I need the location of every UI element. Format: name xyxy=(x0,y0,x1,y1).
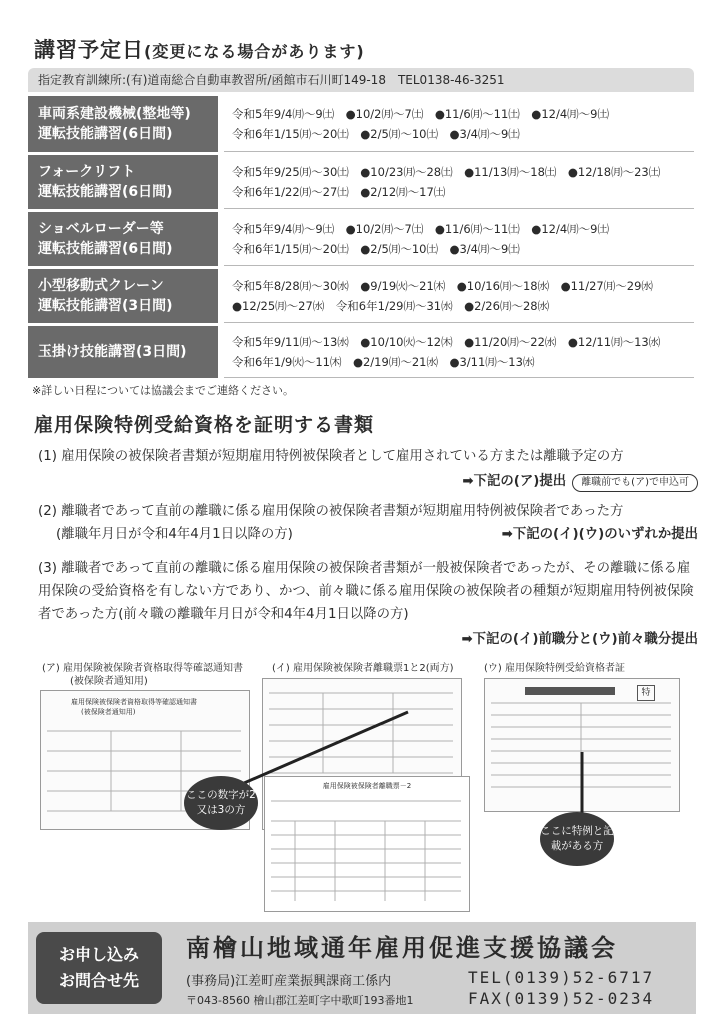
date-line: 令和6年1/9㈫～11㈭ ●2/19㈪～21㈬ ●3/11㈪～13㈬ xyxy=(232,354,535,369)
date-line: 令和6年1/15㈪～20㈯ ●2/5㈪～10㈯ ●3/4㈪～9㈯ xyxy=(232,126,520,141)
proof-result-3: ➡下記の(イ)前職分と(ウ)前々職分提出 xyxy=(461,632,698,647)
date-line: ●12/25㈪～27㈬ 令和6年1/29㈪～31㈬ ●2/26㈪～28㈬ xyxy=(232,298,550,313)
phone-number: TEL(0139)52-6717 xyxy=(468,968,655,987)
course-name-line: 運転技能講習(6日間) xyxy=(38,184,173,200)
proof-item-1: (1) 雇用保険の被保険者書類が短期雇用特例被保険者として雇用されている方または離職予定の方 xyxy=(38,449,624,464)
course-name-line: 運転技能講習(3日間) xyxy=(38,298,173,314)
date-line: 令和5年9/11㈪～13㈬ ●10/10㈫～12㈭ ●11/20㈪～22㈬ ●12/11㈪～13㈬ xyxy=(232,334,661,349)
date-line: 令和6年1/15㈪～20㈯ ●2/5㈪～10㈯ ●3/4㈪～9㈯ xyxy=(232,241,520,256)
apply-label: お申し込み xyxy=(58,945,139,964)
apply-contact-box xyxy=(36,932,162,1004)
proof-item-2: (2) 離職者であって直前の離職に係る雇用保険の被保険者書類が短期雇用特例被保険者であった方 xyxy=(38,504,624,519)
callout-bubble-number: ここの数字が2又は3の方 xyxy=(184,776,258,830)
date-line: 令和5年9/25㈪～30㈯ ●10/23㈪～28㈯ ●11/13㈪～18㈯ ●12/18㈪～23㈯ xyxy=(232,164,661,179)
form-a-doc-sub: (被保険者通知用) xyxy=(81,708,136,716)
proof-item-3: (3) 離職者であって直前の離職に係る雇用保険の被保険者書類が一般被保険者であったが、その離職に係る雇用保険の受給資格を有しない方であり、かつ、前々職に係る雇用保険の被保険者の種類が短期雇用特例被保険者であった方(前々職の離職年月日が令和4年4月1日以降の方) xyxy=(38,561,694,622)
form-u-label: (ウ) xyxy=(484,663,502,674)
course-name-line: フォークリフト xyxy=(38,164,136,180)
course-name-line: ショベルローダー等 xyxy=(38,221,164,237)
course-name-line: 玉掛け技能講習(3日間) xyxy=(38,344,187,360)
schedule-title-text: 講習予定日 xyxy=(34,38,144,62)
pre-departure-badge: 離職前でも(ア)で申込可 xyxy=(572,474,698,492)
callout-bubble-special: ここに特例と記載がある方 xyxy=(540,812,614,866)
result-text: ➡下記の(ア)提出 xyxy=(462,474,567,489)
date-line: 令和5年8/28㈪～30㈬ ●9/19㈫～21㈭ ●10/16㈪～18㈬ ●11/27㈪～29㈬ xyxy=(232,278,653,293)
date-line: 令和6年1/22㈪～27㈯ ●2/12㈪～17㈯ xyxy=(232,184,446,199)
form-a-doc-title: 雇用保険被保険者資格取得等確認通知書 xyxy=(71,698,197,706)
form-i-label: (イ) xyxy=(272,663,290,674)
contact-label: お問合せ先 xyxy=(58,971,139,990)
fax-number: FAX(0139)52-0234 xyxy=(468,989,655,1008)
form-a-caption-text: 雇用保険被保険者資格取得等確認通知書 xyxy=(63,663,243,674)
council-name: 南檜山地域通年雇用促進支援協議会 xyxy=(186,934,618,962)
proof-result-2: ➡下記の(イ)(ウ)のいずれか提出 xyxy=(501,527,698,542)
schedule-note: ※詳しい日程については協議会までご連絡ください。 xyxy=(32,384,294,397)
office-info: (事務局)江差町産業振興課商工係内 xyxy=(186,974,392,989)
contact-footer xyxy=(28,922,696,1014)
form-i2-doc-title: 雇用保険被保険者離職票－2 xyxy=(322,782,412,790)
training-school-info: 指定教育訓練所:(有)道南総合自動車教習所/函館市石川町149-18 TEL0138-46-3251 xyxy=(28,68,694,92)
special-stamp: 特 xyxy=(637,685,655,701)
form-a-label: (ア) xyxy=(42,663,60,674)
course-name-line: 運転技能講習(6日間) xyxy=(38,241,173,257)
course-name-line: 小型移動式クレーン xyxy=(38,278,164,294)
form-u-caption-text: 雇用保険特例受給資格者証 xyxy=(505,663,625,674)
proof-title: 雇用保険特例受給資格を証明する書類 xyxy=(34,414,375,436)
date-line: 令和5年9/4㈪～9㈯ ●10/2㈪～7㈯ ●11/6㈪～11㈯ ●12/4㈪～9㈯ xyxy=(232,106,609,121)
schedule-subtitle: (変更になる場合があります) xyxy=(144,42,365,61)
course-name-line: 運転技能講習(6日間) xyxy=(38,126,173,142)
date-line: 令和5年9/4㈪～9㈯ ●10/2㈪～7㈯ ●11/6㈪～11㈯ ●12/4㈪～9㈯ xyxy=(232,221,609,236)
form-a-caption-sub: (被保険者通知用) xyxy=(70,676,148,687)
form-i-caption-text: 雇用保険被保険者離職票1と2(両方) xyxy=(293,663,454,674)
office-address: 〒043-8560 檜山郡江差町字中歌町193番地1 xyxy=(186,994,414,1007)
course-name-line: 車両系建設機械(整地等) xyxy=(38,106,191,122)
proof-item-2-note: (離職年月日が令和4年4月1日以降の方) xyxy=(56,527,293,542)
